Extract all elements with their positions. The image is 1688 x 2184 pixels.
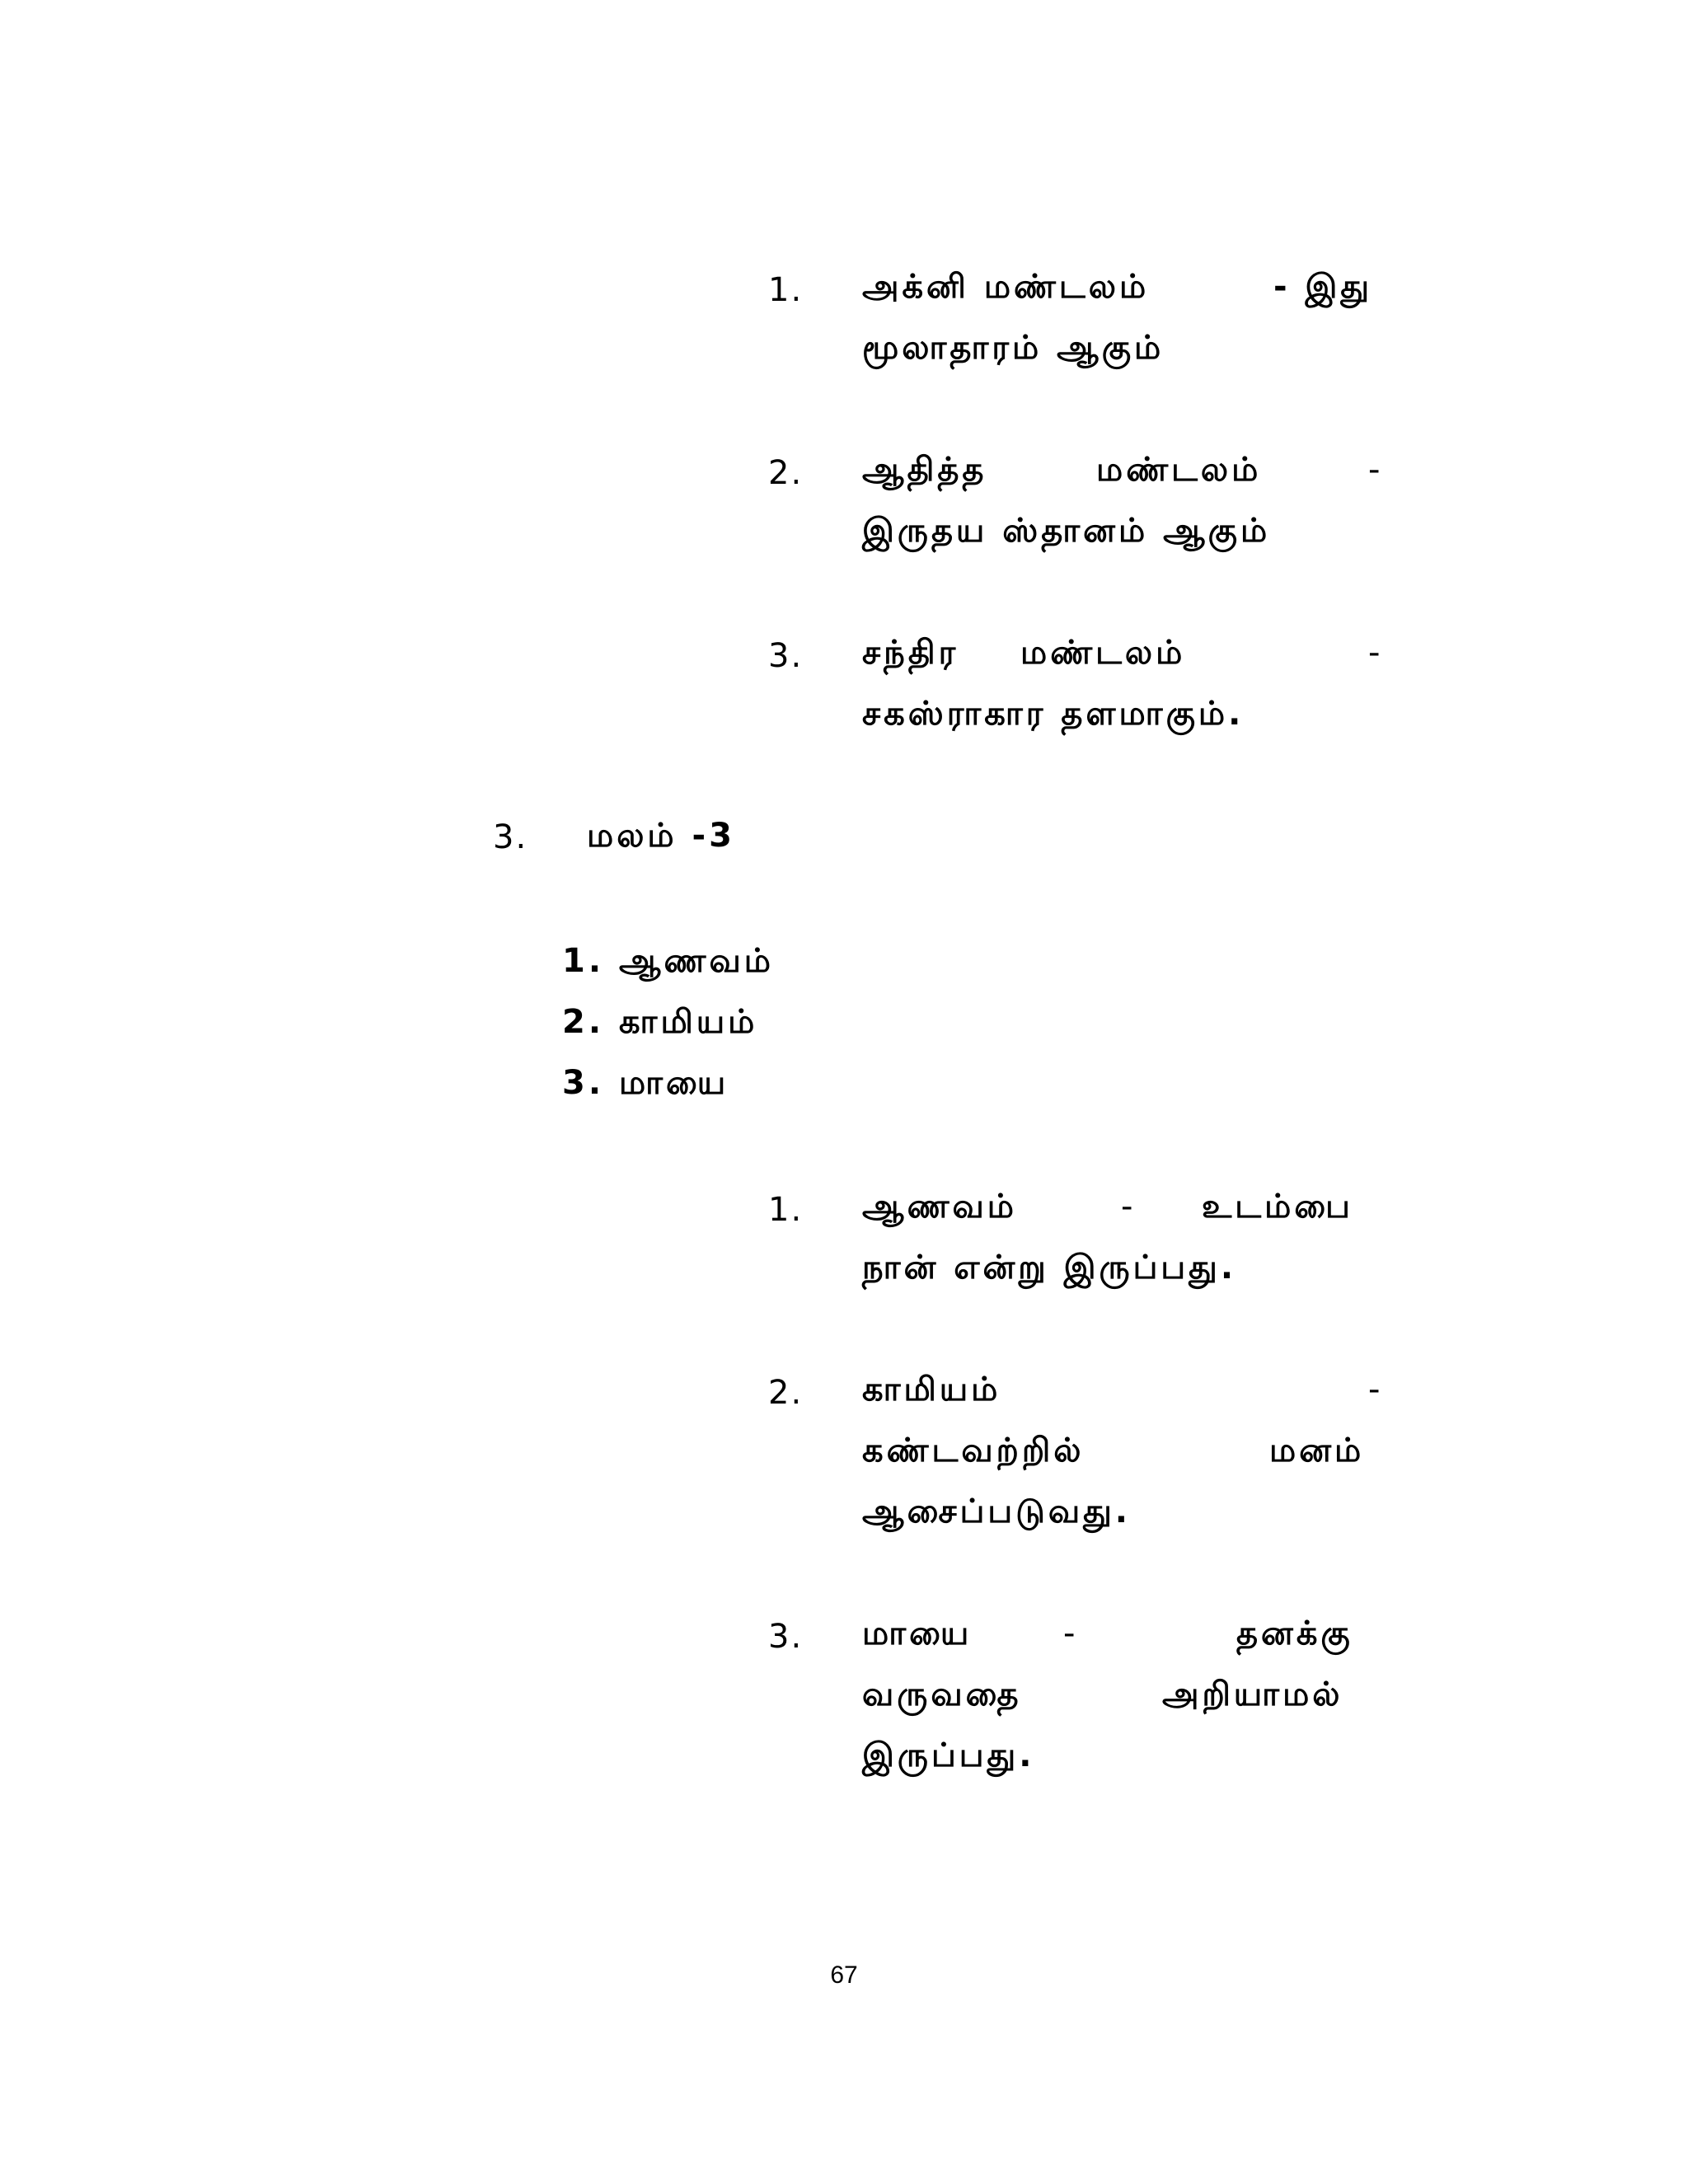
list-number: 2. xyxy=(768,1374,804,1412)
list-number: 1. xyxy=(768,271,804,309)
list-item-text: அறியாமல் xyxy=(1162,1675,1343,1713)
list-item-text: ஆதித்த xyxy=(862,451,987,489)
list-item-text: ஆசைப்படுவது. xyxy=(862,1493,1131,1530)
section-number: 3. xyxy=(493,818,528,856)
list-item-text: மண்டலம் xyxy=(1096,451,1262,489)
list-item-text: அக்னி மண்டலம் xyxy=(862,268,1150,306)
list-item: 1. ஆணவம் xyxy=(562,942,774,980)
list-item-text: உடம்பை xyxy=(1202,1188,1353,1226)
list-item-text: - xyxy=(1368,634,1381,672)
list-item-text: நான் என்று இருப்பது. xyxy=(862,1249,1237,1286)
list-item-text: தனக்கு xyxy=(1236,1615,1353,1652)
list-number: 1. xyxy=(768,1191,804,1229)
page-number: 67 xyxy=(830,1961,858,1989)
list-item-text: இருதய ஸ்தானம் ஆகும் xyxy=(862,512,1271,550)
list-item-text: கண்டவற்றில் xyxy=(862,1432,1085,1469)
list-item-text: - இது xyxy=(1273,268,1373,306)
list-item-text: - xyxy=(1063,1615,1076,1652)
list-item-text: ஆணவம் xyxy=(862,1188,1017,1226)
list-item-text: இருப்பது. xyxy=(862,1736,1035,1774)
list-item-text: மாயை xyxy=(862,1615,973,1652)
list-item-text: - xyxy=(1368,451,1381,489)
list-item-text: - xyxy=(1368,1371,1381,1408)
list-number: 2. xyxy=(768,454,804,492)
list-number: 3. xyxy=(768,1618,804,1656)
list-item-text: சகஸ்ராகார தளமாகும். xyxy=(862,695,1245,733)
section-title: மலம் -3 xyxy=(587,817,735,855)
list-item-text: மண்டலம் xyxy=(1020,634,1186,672)
list-item-text: சந்திர xyxy=(862,634,959,672)
list-item: 3. மாயை xyxy=(562,1064,729,1102)
list-item-text: காமியம் xyxy=(862,1371,1001,1408)
list-item-text: வருவதை xyxy=(862,1675,1022,1713)
list-item-text: மூலாதாரம் ஆகும் xyxy=(862,329,1165,367)
list-number: 3. xyxy=(768,637,804,675)
list-item: 2. காமியம் xyxy=(562,1003,758,1041)
list-item-text: மனம் xyxy=(1269,1432,1365,1469)
list-item-text: - xyxy=(1121,1188,1133,1226)
